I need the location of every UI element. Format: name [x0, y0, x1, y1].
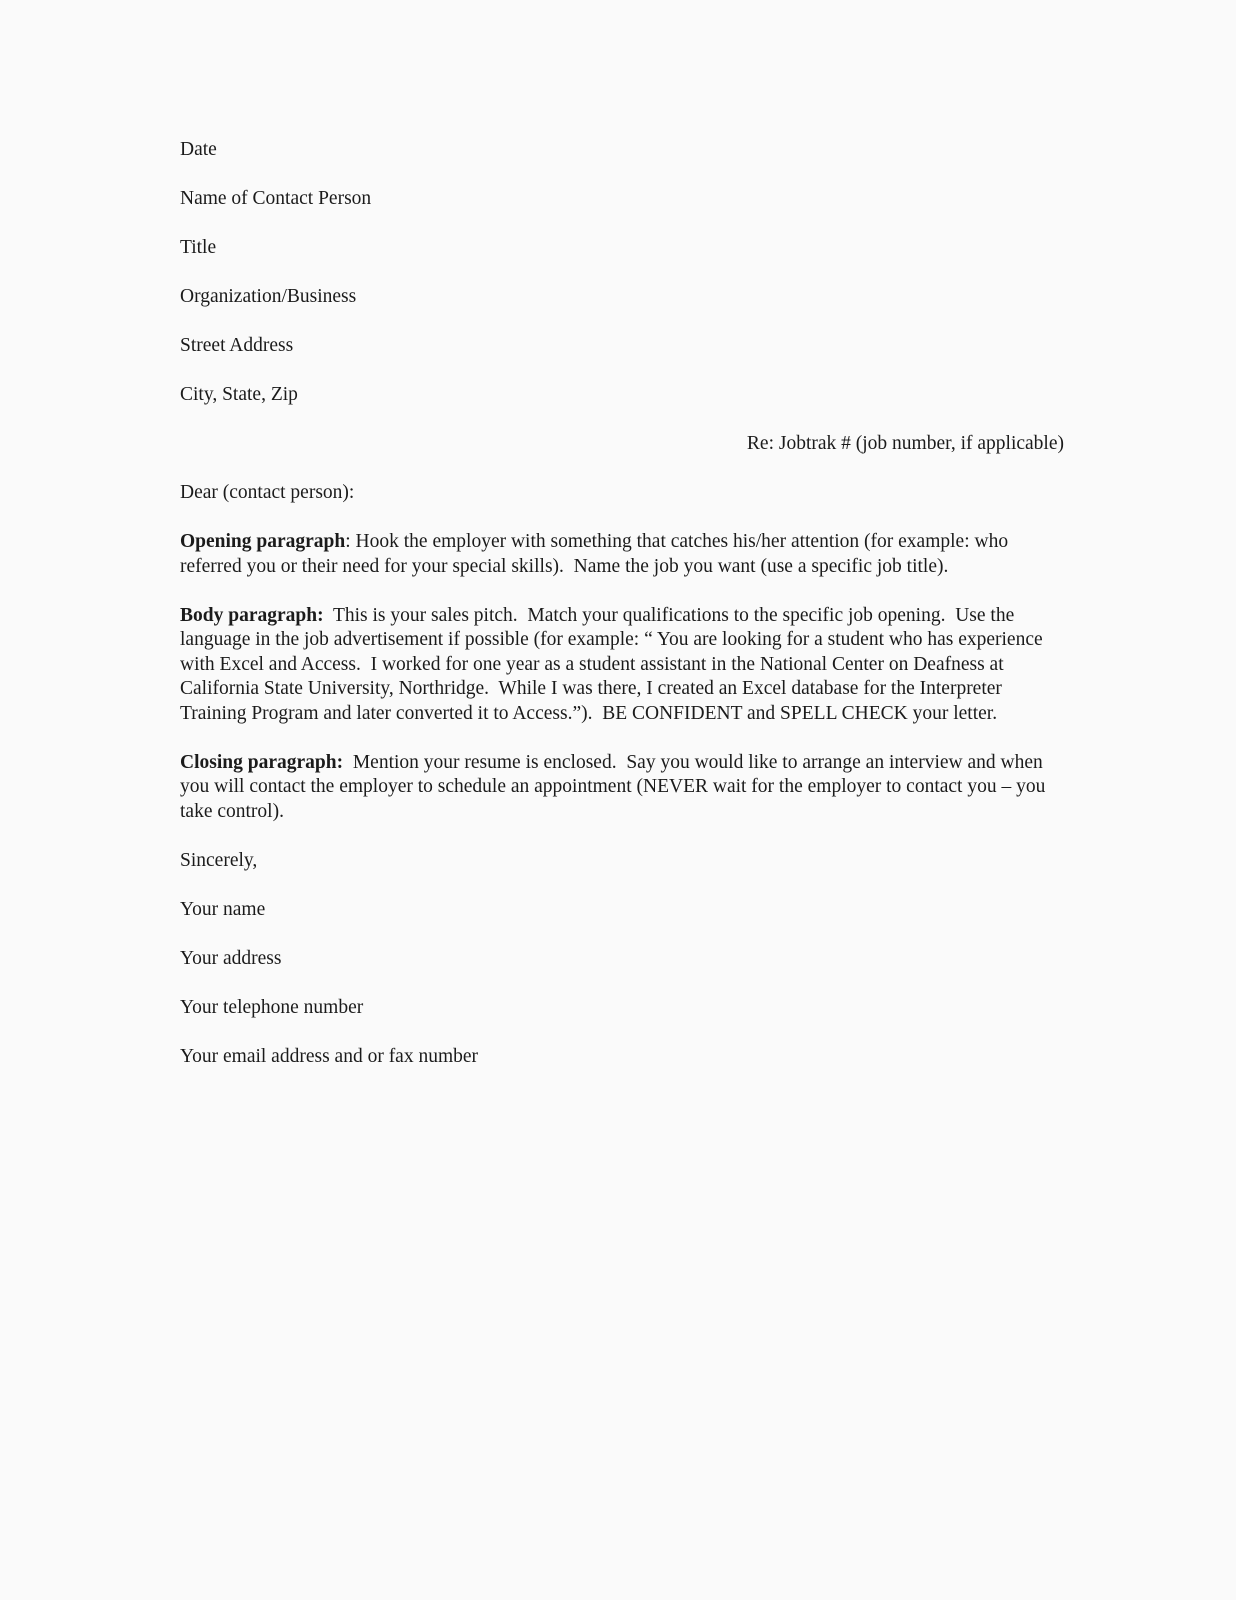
signature-line-name: Your name: [180, 898, 266, 920]
salutation: Dear (contact person):: [180, 482, 355, 503]
opening-paragraph: [180, 530, 1064, 579]
header-line-organization: Organization/Business: [180, 286, 357, 307]
signature-line-telephone: Your telephone number: [180, 996, 364, 1018]
signature-line-address: Your address: [180, 947, 282, 969]
header-line-contact-person: Name of Contact Person: [180, 188, 372, 209]
body-paragraph-body: This is your sales pitch. Match your qualifications to the specific job opening. Use the language in the job advertisement if possible (for example: “ You are looking for a student who has experience with Excel and Access. I worked for one year as a student assistant in the National Center on Deafness at California State University, Northridge. While I was there, I created an Excel database for the Interpreter Training Program and later converted it to Access.”). BE CONFIDENT and SPELL CHECK your letter.: [180, 604, 1048, 724]
closing-paragraph-lead: Closing paragraph:: [180, 751, 344, 773]
closing-paragraph: [180, 751, 1064, 825]
header-line-date: Date: [180, 139, 217, 160]
reference-line: Re: Jobtrak # (job number, if applicable): [746, 433, 1064, 454]
closing-paragraph-body: Mention your resume is enclosed. Say you would like to arrange an interview and when you will contact the employer to schedule an appointment (NEVER wait for the employer to contact you – you take control).: [180, 751, 1051, 822]
opening-paragraph-body: : Hook the employer with something that catches his/her attention (for example: who referred you or their need for your special skills). Name the job you want (use a specific job title).: [180, 531, 1013, 577]
body-paragraph: [180, 604, 1064, 727]
closing-salutation: Sincerely,: [180, 849, 258, 871]
header-line-city-state-zip: City, State, Zip: [180, 384, 298, 405]
header-line-street-address: Street Address: [180, 335, 294, 356]
header-line-title: Title: [180, 237, 217, 258]
body-paragraph-lead: Body paragraph:: [180, 604, 324, 626]
opening-paragraph-lead: Opening paragraph: [180, 531, 346, 552]
signature-line-email-fax: Your email address and or fax number: [180, 1045, 479, 1067]
